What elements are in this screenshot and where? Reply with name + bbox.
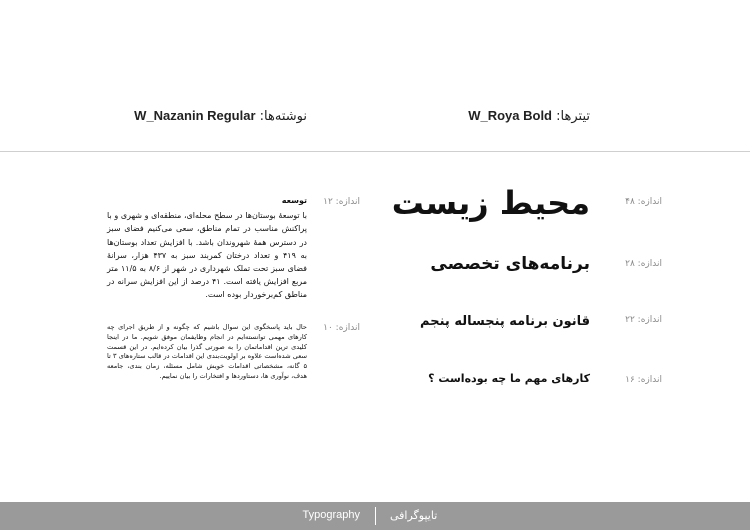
body-size-12: اندازه: ۱۲ xyxy=(323,197,360,207)
footer-typography-fa: تایپوگرافی xyxy=(390,509,438,522)
title-sample-48: محیط زیست xyxy=(391,184,590,222)
title-sample-22: قانون برنامه پنجساله پنجم xyxy=(420,314,590,329)
body-font-label xyxy=(134,108,307,124)
footer-divider xyxy=(375,507,376,525)
footer-bar xyxy=(0,502,750,530)
body-sample-10 xyxy=(107,323,307,382)
title-size-22: اندازه: ۲۲ xyxy=(625,315,662,325)
body-label: نوشته‌ها: xyxy=(259,109,307,124)
title-sample-16: کارهای مهم ما چه بوده‌است ؟ xyxy=(428,372,590,385)
title-sample-28: برنامه‌های تخصصی xyxy=(430,254,590,274)
titles-font-label xyxy=(468,108,590,124)
body-sample-12-text: با توسعهٔ بوستان‌ها در سطح محله‌ای، منطقه‌ای و شهری و با پراکنش مناسب در تمام مناطق، سعی می‌کنیم فضای سبز در دسترس همهٔ شهروندان باشد. با افزایش تعداد بوستان‌ها به ۴۱۹ و تعداد درختان کمربند سبز به ۴۳۷ هزار، سرانهٔ فضای سبز تحت تملک شهرداری در شهر از ۸/۶ به ۱۱/۵ متر مربع افزایش یافته است. ۴۱ درصد از این افزایش سرانه در مناطق کم‌برخوردار بوده است. xyxy=(107,211,307,300)
titles-label: تیترها: xyxy=(556,109,590,124)
body-sample-10-text: حال باید پاسخگوی این سوال باشیم که چگونه و از طریق اجرای چه کارهای مهمی توانسته‌ایم در انجام وظایفمان موفق شویم. ما در اینجا کلیدی ترین اقداماتمان را به صورتی گذرا بیان کرده‌ایم. در این قسمت سعی شده‌است علاوه بر اولویت‌بندی این اقدامات در قالب ستاره‌های ۳ تا ۵ گانه، مشخصاتی اقدامات خویش شامل مسئله، زمان بندی، جامعه هدف، نوآوری ها، دستاوردها و افتخارات را بیان نماییم. xyxy=(107,323,307,380)
body-font-name: W_Nazanin Regular xyxy=(134,108,256,123)
body-size-10: اندازه: ۱۰ xyxy=(323,323,360,333)
body-sample-12-title: توسعه xyxy=(281,196,307,205)
title-size-48: اندازه: ۴۸ xyxy=(625,197,662,207)
title-size-28: اندازه: ۲۸ xyxy=(625,259,662,269)
titles-font-name: W_Roya Bold xyxy=(468,108,553,123)
footer-typography-en: Typography xyxy=(302,509,360,521)
title-size-16: اندازه: ۱۶ xyxy=(625,375,662,385)
body-sample-12 xyxy=(107,194,307,302)
header-divider xyxy=(0,151,750,152)
